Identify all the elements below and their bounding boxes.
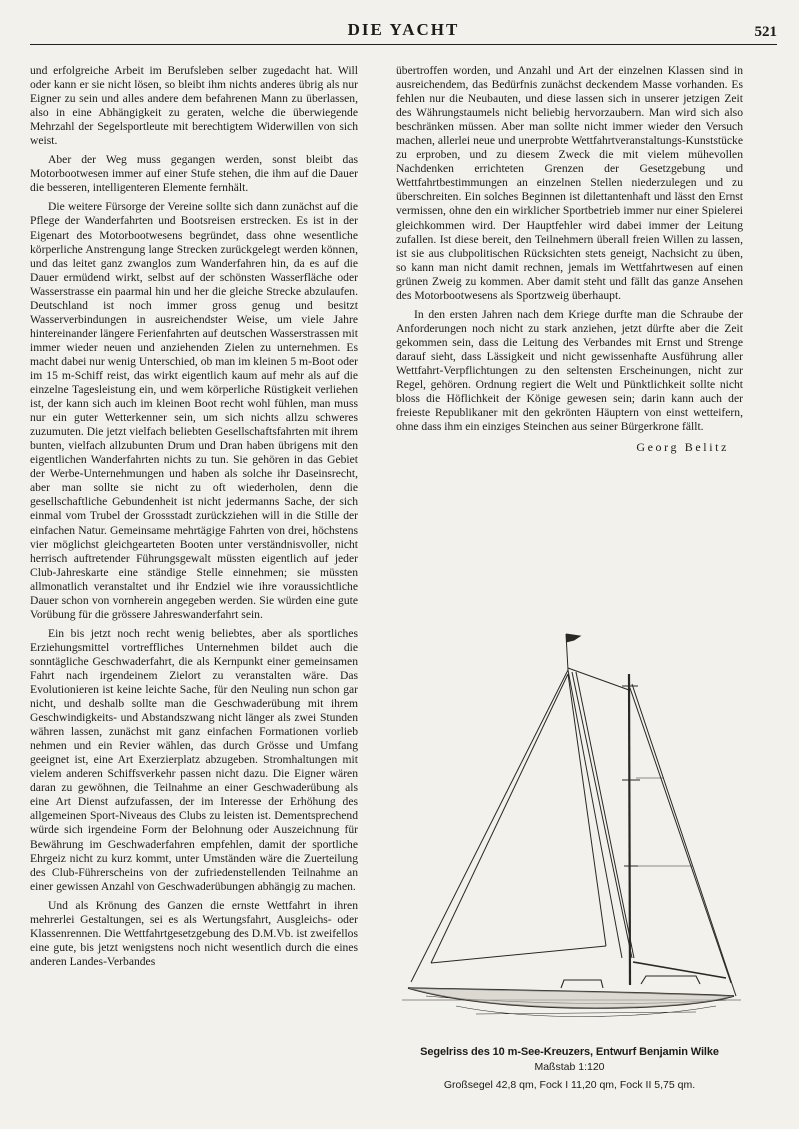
paragraph: Und als Krönung des Ganzen die ernste Wettfahrt in ihren mehrerlei Gestaltungen, sei es als Wertungsfahrt, Ausgleichs- oder Klassenrennen. Die Wettfahrtgesetzgebung des D.M.Vb. ist zweifellos eine gute, bis jetzt wenigstens noch nicht wesentlich durch die eines anderen Landes-Verbandes [30,898,358,968]
paragraph: übertroffen worden, und Anzahl und Art der einzelnen Klassen sind in ausreichendem, das Bedürfnis zunächst deckendem Masse vorhanden. Es fehlen nur die Neubauten, und diese lassen sich in unserer jetzigen Zeit des Währungstaumels nicht beliebig hervorzaubern. Man wird sich also beschränken müssen. Aber man sollte nicht immer wieder den Versuch machen, allerlei neue und unerprobte Wettfahrtveranstaltungs-Kunststücke zu erproben, und zu diesem Zweck die mit vielem mühevollen Nachdenken errichteten Grenzen der Gesetzgebung und Wettfahrtbestimmungen an einzelnen Stellen niederzulegen und zu überschreiten. Ein solches Beginnen ist dilettantenhaft und lässt den Ernst vermissen, ohne den ein wirklicher Sportbetrieb immer nur einer Spielerei gleichkommen wird. Der Hauptfehler wird dabei immer der Leitung zufallen. Ist diese bereit, den Teilnehmern überall freien Willen zu lassen, ist sie aus clubpolitischen Rücksichten stets geneigt, Nachsicht zu üben, so kann man nicht damit rechnen, jemals im Wettfahrtwesen auf einen grünen Zweig zu kommen. Aber damit steht und fällt das ganze Ansehen des Motorbootwesens als Sportzweig überhaupt. [396,64,743,302]
left-text-column [30,64,358,974]
sail-plan-figure [396,628,743,1038]
caption-scale: Maßstab 1:120 [534,1061,605,1073]
paragraph: Die weitere Fürsorge der Vereine sollte sich dann zunächst auf die Pflege der Wanderfahrten und Bootsreisen erstrecken. Es ist in der Eigenart des Motorbootwesens begründet, dass ohne wesentliche körperliche Anstrengung lange Strecken zurückgelegt werden können, und das leitet ganz zwanglos zum Wanderfahren hin, da es auf die Dauer ermüdend wirkt, selbst auf der schönsten Wasserfläche oder Wasserstrasse ein paarmal hin und her die gleiche Strecke abzulaufen. Deutschland ist noch immer gross genug und besitzt Wasserverbindungen in ausreichendster Weise, um viele Jahre hintereinander längere Ferienfahrten auf deutschen Wasserstrassen mit immer wieder neuen und anziehenden Zielen zu unternehmen. Es macht dabei nur wenig Unterschied, ob man im kleinen 5 m-Boot oder im 15 m-Schiff reist, das wirkt eigentlich kaum auf mehr als auf die einzelne Tagesleistung ein, und wem körperliche Rüstigkeit verliehen ist, der kann sich auch im kleinen Boot recht wohl fühlen, man muss nur ein guter Wetterkenner sein, um sich nichts allzu schweres zuzumuten. Die jetzt vielfach beliebten Gesellschaftsfahrten mit ihrem bunten, vielfach allzubunten Drum und Dran haben übrigens mit den eigentlichen Wanderfahrten nichts zu tun. Sie gehören in das Gebiet der Werbe-Unternehmungen und haben als solche ihr Daseinsrecht, aber man sollte sie nicht zu oft wiederholen, denn die gesellschaftliche Gebundenheit ist nicht jedermanns Sache, der sich einmal vom Trubel der Grossstadt zurückziehen will in die Stille der einfachen Natur. Gemeinsame mehrtägige Fahrten von drei, höchstens vier möglichst gleichgearteten Booten unter verständnisvoller, nicht herrisch auftretender Führungsgewalt müssten eigentlich auf jeder Club-Jahreskarte eine ständige Stelle einnehmen; sie müssten allmonatlich veranstaltet und ihr Endziel wie ihre voraussichtliche Dauer schon von vornherein angegeben werden. Sie würden eine gute Vorübung für die grössere Jahreswanderfahrt sein. [30,200,358,621]
author-signature: Georg Belitz [636,440,729,455]
caption-title: Segelriss des 10 m-See-Kreuzers, Entwurf Benjamin Wilke [420,1046,719,1058]
paragraph: und erfolgreiche Arbeit im Berufsleben selber zugedacht hat. Will oder kann er sie nicht lösen, so bleibt ihm nichts anderes übrig als nur Eigner zu sein und alles andere dem befahrenen Mann zu überlassen, also in eine Abhängigkeit zu geraten, welche die überwiegende Mehrzahl der Segelsportleute mit berechtigtem Widerwillen von sich weist. [30,64,358,148]
paragraph: In den ersten Jahren nach dem Kriege durfte man die Schraube der Anforderungen noch nicht zu stark anziehen, jetzt dürfte aber die Zeit gekommen sein, dass die Leitung des Verbandes mit Ernst und Strenge darauf sieht, dass Lässigkeit und nicht gewissenhafte Ausführung aller Wettfahrt-Verpflichtungen zu den seltensten Erscheinungen, nicht zur Regel, gehören. Ordnung regiert die Welt und Pünktlichkeit sollte nicht bloss die Höflichkeit der Könige gewesen sein; darin kann auch der freieste Republikaner mit den gekrönten Häuptern von einst wetteifern, ohne dass ihm ein einziges Steinchen aus seiner Bürgerkrone fällt. [396,307,743,434]
figure-caption [396,1046,743,1091]
caption-sail-areas: Großsegel 42,8 qm, Fock I 11,20 qm, Fock II 5,75 qm. [443,1079,696,1091]
paragraph: Ein bis jetzt noch recht wenig beliebtes, aber als sportliches Erziehungsmittel vortreffliches Unternehmen bildet auch die sonntägliche Geschwaderfahrt, die als Kernpunkt einer gemeinsamen Fahrt nach irgendeinem Zielort zu veranstalten wäre. Das Evolutionieren ist keine leichte Sache, für den Neuling nun schon gar nicht, und deshalb sollte man die Geschwaderübung mit ihrem Geschwindigkeits- und Abstandszwang nicht länger als zwei Stunden währen lassen, zunächst mit ganz einfachen Formationen vorlieb nehmen und ein Revier wählen, das durch Grösse und Umfang geeignet ist, eine Art Exerzierplatz abzugeben. Stromhaltungen mit vielem anderen Schiffsverkehr passen nicht dazu. Die Eigner wären daran zu gewöhnen, die Teilnahme an einer Geschwaderübung als eine Art Dienst aufzufassen, der im Interesse der Erhöhung des allgemeinen Sport-Niveaus des Clubs zu leisten ist. Dementsprechend würde sich irgendeine Form der Belohnung oder Auszeichnung für Bewährung im Geschwaderfahren empfehlen, damit der sportliche Ehrgeiz nicht zu kurz kommt, unter Umständen wäre die Zuerteilung des Club-Führerscheins von der zufriedenstellenden Teilnahme an einer gewissen Anzahl von Geschwaderübungen abhängig zu machen. [30,626,358,893]
page-number: 521 [754,24,777,40]
paragraph: Aber der Weg muss gegangen werden, sonst bleibt das Motorbootwesen immer auf einer Stufe stehen, die ihm auf die Dauer die besseren, intelligenteren Elemente fernhält. [30,153,358,195]
page-header [30,18,777,45]
right-text-column [396,64,743,454]
magazine-title: DIE YACHT [347,20,460,39]
sailboat-sail-plan-icon [396,628,743,1038]
